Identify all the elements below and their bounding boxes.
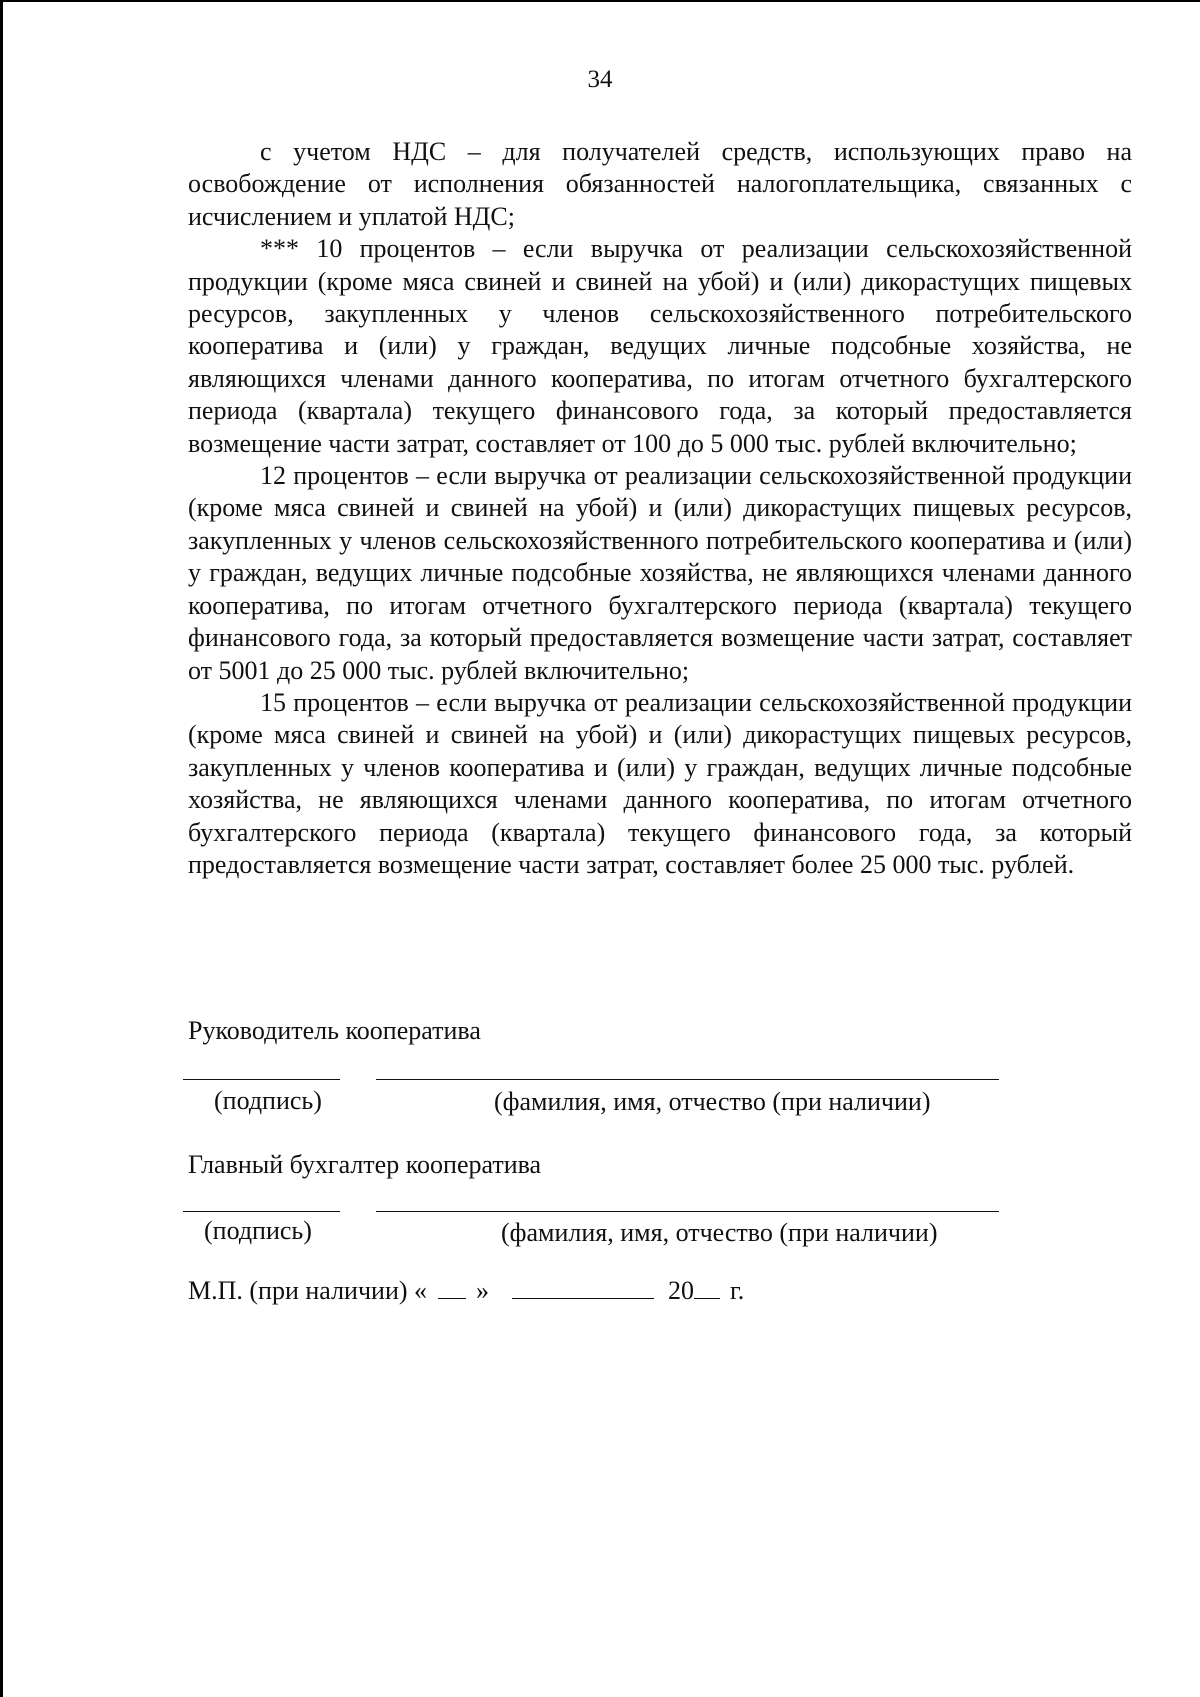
paragraph-15-percent: 15 процентов – если выручка от реализации сельскохозяйственной продукции (кроме мяса свиней и свиней на убой) и (или) дикорастущих пищевых ресурсов, закупленных у членов кооператива и (или) у граждан, ведущих личные подсобные хозяйства, не являющихся членами данного кооператива, по итогам отчетного бухгалтерского периода (квартала) текущего финансового года, за который предоставляется возмещение части затрат, составляет более 25 000 тыс. рублей. [188, 687, 1132, 879]
document-body [188, 136, 1132, 881]
head-name-line [376, 1079, 999, 1080]
year-prefix: 20 [668, 1276, 695, 1305]
paragraph-10-percent: *** 10 процентов – если выручка от реализации сельскохозяйственной продукции (кроме мяса свиней и свиней на убой) и (или) дикорастущих пищевых ресурсов, закупленных у членов сельскохозяйственного потребительского кооператива и (или) у граждан, ведущих личные подсобные хозяйства, не являющихся членами данного кооператива, по итогам отчетного бухгалтерского периода (квартала) текущего финансового года, за который предоставляется возмещение части затрат, составляет от 100 до 5 000 тыс. рублей включительно; [188, 234, 1132, 458]
accountant-name-caption: (фамилия, имя, отчество (при наличии) [501, 1218, 938, 1247]
scan-border-top [0, 0, 1200, 2]
paragraph-vat-note: с учетом НДС – для получателей средств, использующих право на освобождение от исполнения обязанностей налогоплательщика, связанных с исчислением и уплатой НДС; [188, 137, 1132, 231]
page-number: 34 [587, 66, 613, 93]
quote-close: » [476, 1276, 490, 1305]
head-signature-caption: (подпись) [214, 1086, 322, 1115]
month-blank [512, 1276, 654, 1299]
head-name-caption: (фамилия, имя, отчество (при наличии) [494, 1087, 931, 1116]
accountant-name-line [376, 1211, 999, 1212]
year-suffix: г. [730, 1276, 745, 1305]
stamp-date-row [188, 1276, 744, 1306]
accountant-signature-line [183, 1211, 340, 1212]
year-blank [694, 1276, 720, 1299]
paragraph-12-percent: 12 процентов – если выручка от реализации сельскохозяйственной продукции (кроме мяса свиней и свиней на убой) и (или) дикорастущих пищевых ресурсов, закупленных у членов сельскохозяйственного потребительского кооператива и (или) у граждан, ведущих личные подсобные хозяйства, не являющихся членами данного кооператива, по итогам отчетного бухгалтерского периода (квартала) текущего финансового года, за который предоставляется возмещение части затрат, составляет от 5001 до 25 000 тыс. рублей включительно; [188, 461, 1132, 685]
day-blank [438, 1276, 466, 1299]
stamp-label: М.П. (при наличии) « [188, 1276, 428, 1305]
scan-border-left [0, 0, 3, 1697]
accountant-title: Главный бухгалтер кооператива [188, 1150, 542, 1179]
head-signature-line [183, 1079, 340, 1080]
head-title: Руководитель кооператива [188, 1016, 481, 1045]
accountant-signature-caption: (подпись) [204, 1216, 312, 1245]
